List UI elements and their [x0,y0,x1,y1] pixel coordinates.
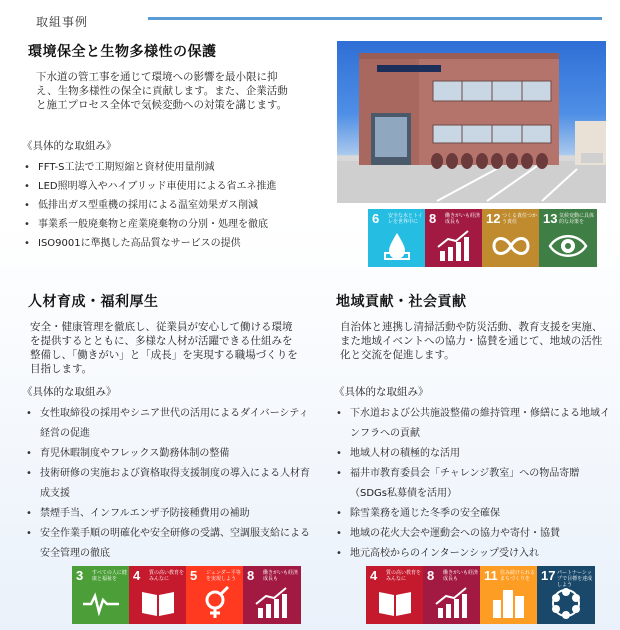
env-item-list [22,158,332,253]
list-item: • 福井市教育委員会「チャレンジ教室」への物品寄贈（SDGs私募債を活用） [334,464,612,504]
sdg-number: 12 [486,211,501,226]
infinity-icon [491,229,531,263]
sdg-number: 4 [133,568,141,583]
growth-chart-icon [432,586,472,620]
sdg-11-tile [480,566,538,624]
community-item-list [334,404,612,564]
sdg-12-tile [482,209,540,267]
sdg-caption: つくる責任つかう責任 [502,213,538,225]
growth-chart-icon [434,229,474,263]
eye-globe-icon [548,229,588,263]
hr-item-list [24,404,314,564]
list-item: • 地域人材の積極的な活用 [334,444,612,464]
sdg-caption: 質の高い教育をみんなに [386,570,422,582]
sdg-17-tile [537,566,595,624]
env-lead-text: 下水道の管工事を通じて環境への影響を最小限に抑え、生物多様性の保全に貢献します。また、企業活動と施工プロセス全体で気候変動への対策を講じます。 [36,71,288,111]
sdg-number: 8 [427,568,435,583]
list-item: • 禁煙手当、インフルエンザ予防接種費用の補助 [24,504,314,524]
list-item: • 事業系一般廃棄物と産業廃棄物の分別・処理を徹底 [22,215,332,234]
list-item: • 技術研修の実施および資格取得支援制度の導入による人材育成支援 [24,464,314,504]
sdg-number: 5 [190,568,198,583]
list-item: • 除雪業務を通じた冬季の安全確保 [334,504,612,524]
sdg-13-tile [539,209,597,267]
sdg-number: 17 [541,568,556,583]
office-building-photo [337,41,606,203]
sdg-number: 8 [429,211,437,226]
sdg-caption: 質の高い教育をみんなに [149,570,185,582]
hr-section-title: 人材育成・福利厚生 [28,294,159,310]
sdg-4-tile [366,566,424,624]
water-drop-icon [377,229,417,263]
sdg-caption: 働きがいも経済成長も [443,570,479,582]
list-item: • 下水道および公共施設整備の維持管理・修繕による地域インフラへの貢献 [334,404,612,444]
sdg-caption: ジェンダー平等を実現しよう [206,570,241,582]
sdg-caption: 安全な水とトイレを世界中に [388,213,423,225]
sdg-caption: パートナーシップで目標を達成しよう [557,570,593,588]
sdg-4-tile [129,566,187,624]
sdg-3-tile [72,566,130,624]
sdg-caption: 働きがいも経済成長も [263,570,299,582]
list-item: • 女性取締役の採用やシニア世代の活用によるダイバーシティ経営の促進 [24,404,314,444]
sdg-number: 11 [484,568,498,583]
book-icon [138,586,178,620]
book-icon [375,586,415,620]
list-item: • 地域の花火大会や運動会への協力や寄付・協賛 [334,524,612,544]
gender-icon [195,586,235,620]
city-icon [489,586,529,620]
hr-subheading: 《具体的な取組み》 [22,386,117,398]
sdg-8-tile [243,566,301,624]
page-header: 取組事例 [36,15,89,29]
list-item: • 地元高校からのインターンシップ受け入れ [334,544,612,564]
sdg-number: 6 [372,211,380,226]
sdg-6-tile [368,209,426,267]
community-subheading: 《具体的な取組み》 [334,386,429,398]
hr-lead-text: 安全・健康管理を徹底し、従業員が安心して働ける環境を提供するとともに、多様な人材が活躍できる仕組みを整備し、「働きがい」と「成長」を実現する職場づくりを目指します。 [30,321,298,375]
list-item: • FFT-S工法で工期短縮と資材使用量削減 [22,158,332,177]
list-item: • 育児休暇制度やフレックス勤務体制の整備 [24,444,314,464]
sdg-caption: すべての人に健康と福祉を [92,570,127,582]
community-section-title: 地域貢献・社会貢献 [336,294,467,310]
heartbeat-icon [81,586,121,620]
sdg-number: 8 [247,568,255,583]
sdg-caption: 気候変動に具体的な対策を [559,213,595,225]
sdg-number: 13 [543,211,558,226]
sdg-number: 4 [370,568,378,583]
sdg-caption: 住み続けられるまちづくりを [500,570,536,582]
env-subheading: 《具体的な取組み》 [22,140,117,152]
list-item: • 安全作業手順の明確化や安全研修の受講、空調服支給による安全管理の徹底 [24,524,314,564]
header-divider [148,17,602,20]
list-item: • ISO9001に準拠した高品質なサービスの提供 [22,234,332,253]
list-item: • 低排出ガス型重機の採用による温室効果ガス削減 [22,196,332,215]
sdg-caption: 働きがいも経済成長も [445,213,481,225]
list-item: • LED照明導入やハイブリッド車使用による省エネ推進 [22,177,332,196]
env-section-title: 環境保全と生物多様性の保護 [28,44,217,60]
sdg-8-tile [423,566,481,624]
sdg-number: 3 [76,568,84,583]
partnership-icon [546,586,586,620]
growth-chart-icon [252,586,292,620]
community-lead-text: 自治体と連携し清掃活動や防災活動、教育支援を実施、また地域イベントへの協力・協賛を通じて、地域の活性化と交流を促進します。 [340,321,603,361]
sdg-8-tile [425,209,483,267]
sdg-5-tile [186,566,244,624]
